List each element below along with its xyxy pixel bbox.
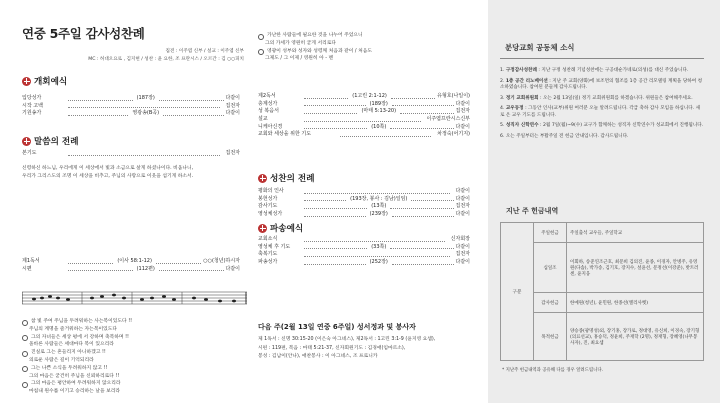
section-title: 파송예식: [270, 224, 304, 234]
next-week-details: 제 1독서 : 신명 30:15-20 (이은숙 아그네스), 제2독서 : 1고린 3:1-9 (윤지영 요셉), 시편 : 119편, 복음 : 마태 5:21-37, 신자회원기도 : 김경애(임마르소), 봉성 : 김남이(안나), 애찬봉사 : 이 아그네스, 조 프로니카: [258, 337, 436, 360]
list-item: 의로운 사람은 길이 기억되리라: [29, 357, 94, 363]
list-item: 제2독서 (1고린 2:1-12) 유형호(나일이): [258, 93, 470, 100]
readings-list: [22, 258, 240, 273]
psalm-continued: 가난한 사람들에 필요한 것을 나누어 주었으니 그의 가세가 영원히 굳게 서리로다 영광이 성부와 성자와 성령께 처음과 같이 / 처음도 그제도 / 그 이제 / 영원히 아 - 멘: [258, 32, 478, 63]
dismissal-list: [258, 236, 470, 266]
row-leader: ○○(청년)하시자: [203, 258, 241, 265]
page-title: 연중 5주일 감사성찬례: [22, 26, 145, 41]
table-row: 감사헌금 한예원(청년), 윤민원, 한종선(엘리사벳): [501, 293, 704, 313]
notice-list: [500, 68, 704, 140]
table-row: 구분 주일헌금 주일출석 교우들, 주일학교: [501, 223, 704, 243]
list-item: 그는 나쁜 소식을 두려워하지 않고 !!: [22, 365, 252, 373]
next-week-heading: 다음 주(2월 13일 연중 6주일) 성서정과 및 봉사자: [258, 323, 416, 331]
list-item: 파송성가 (252장) 다같이: [258, 259, 470, 266]
giving-category: 구분: [501, 223, 534, 361]
list-item: 주님의 계명을 즐거워하는 자는복이있도다: [29, 326, 117, 332]
word-list: [22, 150, 240, 158]
row-label: 본기도: [22, 150, 37, 157]
divider: [500, 58, 704, 59]
cross-icon: [258, 224, 267, 233]
eucharist-list: [258, 188, 470, 218]
table-row: 목적헌금 양승종(광명성)외, 장기홍, 장가로, 정대영, 유신희, 이경숙, 장기형(의료선교), 홍승덕, 정윤희, 주재학 (2명), 정재형, 장혜영(나무봉사자), 진, 최요셉: [501, 313, 704, 361]
list-item: 층계성가 (189장) 다같이: [258, 100, 470, 107]
list-item: 영성체성가 (239장) 다같이: [258, 211, 470, 218]
list-item: 설교 이주엽프란시스신부: [258, 116, 470, 123]
row-leader: 집전자: [225, 102, 240, 109]
cross-icon: [22, 137, 31, 146]
collect-line: 신령하신 하느님, 우리에게 이 세상에서 빛과 소금으로 살게 하셨나이다. 비옵나니,: [22, 166, 194, 171]
list-item: 4. 교우동정 : 그동안 인사(교부)위원 여러분 오늘 알려드립니다. 각급 축하 감사 모임을 하십니다. 새로 온 교우 기도를 드립니다.: [500, 106, 701, 118]
row-detail: (112편): [136, 265, 155, 272]
list-item: 영성체 후 기도 (33쪽) 다같이: [258, 243, 471, 250]
readings-list-2: [258, 93, 470, 139]
list-item: [22, 150, 240, 158]
list-item: 2. 1층 공간 리노베이션 : 지난 주 교회(양화)에 보조면의 협조를 1층 공간 리모델링 계획을 당하여 청소하였습니다. 참여된 분들께 감사드립니다.: [500, 78, 703, 90]
row-label: 기원송가: [22, 110, 42, 117]
list-item: 1. 구정감사성찬례 : 지난 구정 성찬례 기념성찬에는 구공대순가네로(의성)를 대신 주었습니다.: [500, 68, 689, 73]
list-item: 그의 자녀들은 세상 평에 서 강하며 축복하며 !!: [22, 334, 252, 342]
list-item: 그의 마음은 평안하여 두려워하지 않으리라: [22, 380, 252, 388]
list-item: 마침내 원수를 이기고 승리하는 날을 보리라: [29, 389, 121, 395]
giving-heading: 지난 주 헌금내역: [506, 207, 559, 215]
section-title: 개회예식: [34, 77, 68, 87]
row-leader: 다같이: [225, 265, 240, 272]
row-detail: 영광송(B곡): [132, 110, 160, 117]
table-row: 십일조 이회하, 송준연조근호, 최문희 김의진, 윤종, 이경자, 안병주, 유영원(다솜), 박가송, 김기호, 장지수, 설윤선, 문정선(이강준), 밧트러센, 윤지웅: [501, 243, 704, 293]
row-leader: 집전자: [225, 150, 240, 157]
section-eucharist: [258, 172, 315, 184]
list-item: [22, 258, 240, 266]
row-label: 시작 고백: [22, 102, 43, 109]
list-item: 올바른 사람들은 세대마다 복이 있으리라: [29, 342, 114, 348]
list-item: 성 복음서 (마태 5:13-20) 집전자: [258, 108, 471, 115]
row-detail: (187장): [136, 95, 155, 102]
opening-list: [22, 95, 240, 118]
news-heading: 분당교회 공동체 소식: [505, 43, 575, 52]
list-item: 교회와 세상을 위한 기도 차정숙(어기지): [258, 131, 470, 138]
list-item: 축복기도 집전자: [258, 251, 470, 258]
section-title: 성찬의 전례: [270, 174, 315, 184]
list-item: 니케아신경 (10쪽) 다같이: [258, 123, 471, 130]
psalm-lyrics: [22, 318, 252, 396]
list-item: 참 빛 주여 주님을 두려워하는 사는복이있도다 !!: [22, 318, 252, 326]
section-word: [22, 135, 79, 147]
list-item: 교회소식 신자회장: [258, 236, 470, 243]
list-item: [22, 95, 240, 103]
row-detail: (이사 58:1-12): [117, 258, 152, 265]
list-item: [22, 266, 240, 274]
row-leader: 다같이: [225, 95, 240, 102]
footnote: * 지난주 헌금내역과 공유해 다를 경우 알려드립니다.: [502, 368, 604, 373]
list-item: 5. 성직자 신학연수 : 2월 7일(월)~9(수) 교구가 함께하는 성직자 신학연수가 성교회에서 진행됩니다.: [500, 123, 704, 128]
row-label: 시편: [22, 265, 32, 272]
cross-icon: [258, 174, 267, 183]
list-item: 평화의 인사 다같이: [258, 188, 470, 195]
row-label: 입당성가: [22, 95, 42, 102]
row-label: 제1독서: [22, 258, 40, 265]
list-item: 봉헌성가 (193장, 봉사 : 김남)일임) 다같이: [258, 195, 470, 202]
list-item: [22, 110, 240, 118]
music-staff-image: [22, 289, 247, 306]
list-item: 진실로 그는 흔들리지 아니하겠고 !!: [22, 349, 252, 357]
giving-table: [500, 222, 704, 361]
list-item: 6. 오는 주일부터는 부활주일 전 헌금 안내입니다. 감사드립니다.: [500, 133, 629, 139]
list-item: 3. 정기 교회위원회 : 오는 2월 13일(일) 정기 교회위원회를 하겠습니다. 위원들은 참여해주세요.: [500, 95, 693, 101]
section-opening: [22, 75, 67, 87]
list-item: [22, 103, 240, 111]
list-item: 감사기도 (13쪽) 집전자: [258, 203, 471, 210]
collect-text: [22, 165, 254, 180]
servers-info: MC : 허대오요로 , 김지현 / 성찬 : 윤 요한, 조 프란시스 / 오르간 : 김 ○○피치: [88, 57, 244, 62]
officiant-info: 집전 : 이주엽 신부 / 설교 : 이주엽 신부: [165, 49, 244, 54]
collect-line: 우리가 그리스도의 조명 이 세상을 비추고, 주님의 사랑으로 이웃을 섬기게 하소서.: [22, 173, 194, 179]
list-item: 그의 마음은 굳건히 주님을 신뢰하리로다 !!: [29, 373, 120, 379]
section-title: 말씀의 전례: [34, 137, 79, 147]
section-dismissal: [258, 222, 303, 234]
cross-icon: [22, 77, 31, 86]
row-leader: 다같이: [225, 110, 240, 117]
